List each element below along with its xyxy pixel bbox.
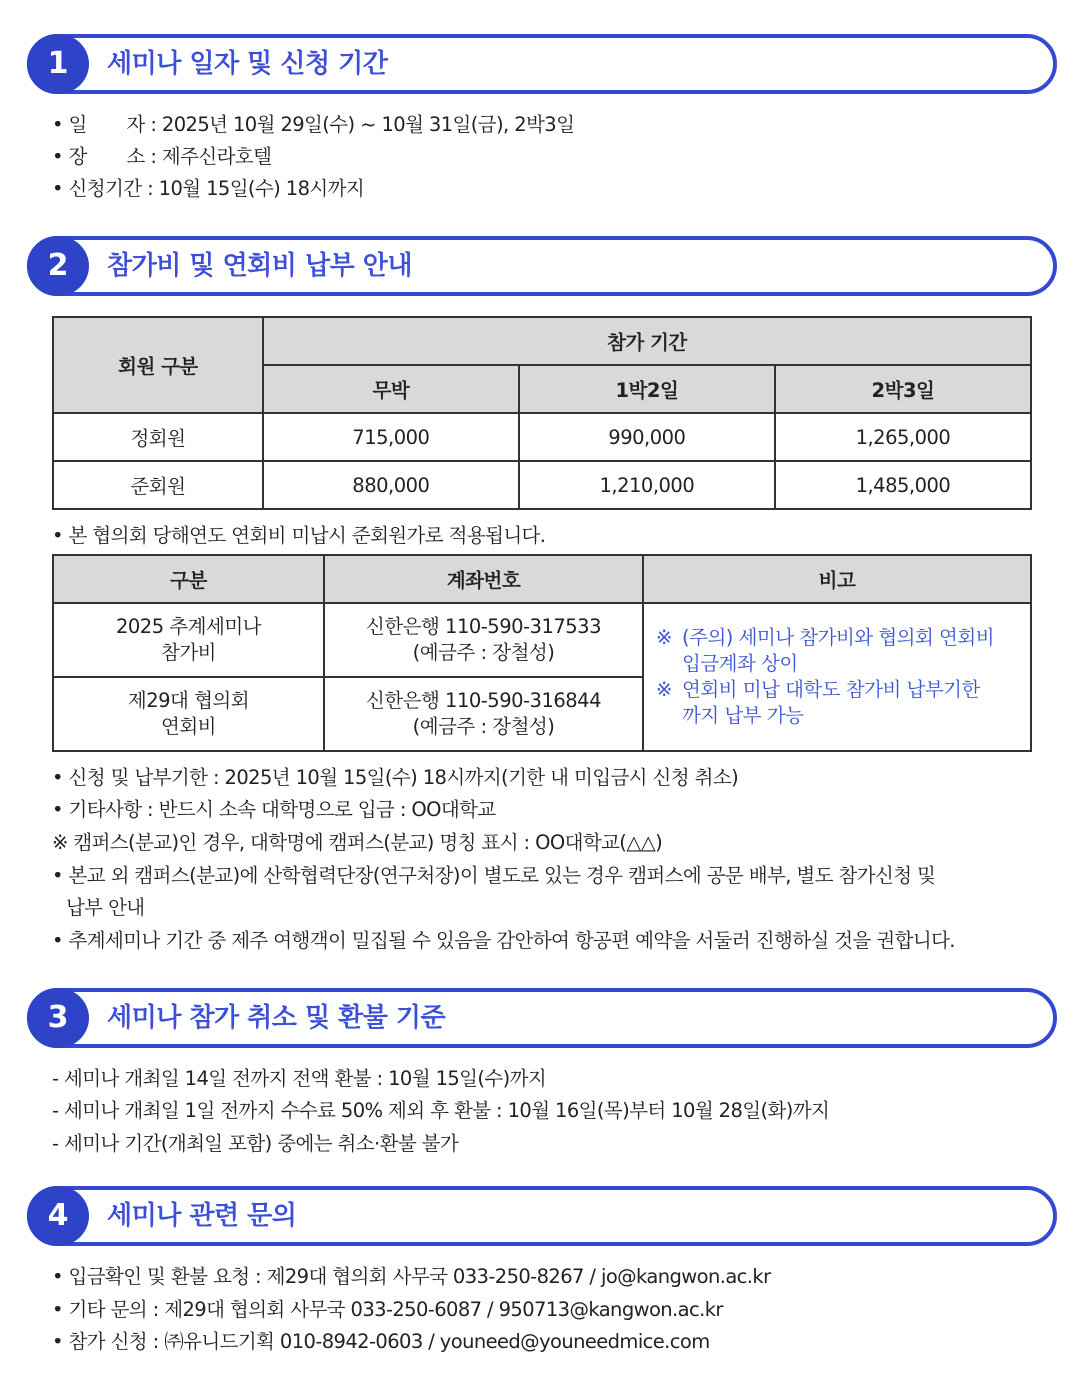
account-holder: (예금주 : 장철성) bbox=[412, 715, 555, 738]
table-row bbox=[53, 603, 1031, 677]
fee-subcol: 1박2일 bbox=[519, 365, 775, 413]
member-type: 정회원 bbox=[53, 413, 263, 461]
fee-value: 880,000 bbox=[263, 461, 519, 509]
fee-value: 990,000 bbox=[519, 413, 775, 461]
account-category: 제29대 협의회 bbox=[127, 689, 250, 712]
section-2-title: 참가비 및 연회비 납부 안내 bbox=[107, 251, 412, 281]
account-category: 2025 추계세미나 bbox=[115, 615, 261, 638]
fee-table bbox=[52, 316, 1032, 510]
section-1-title: 세미나 일자 및 신청 기간 bbox=[107, 49, 388, 79]
schedule-date-line: • 일 자 : 2025년 10월 29일(수) ~ 10월 31일(금), 2박3일 bbox=[52, 113, 575, 136]
account-number: 신한은행 110-590-316844 bbox=[366, 689, 601, 712]
payment-note: ※ 캠퍼스(분교)인 경우, 대학명에 캠퍼스(분교) 명칭 표시 : OO대학교(△△) bbox=[52, 831, 663, 854]
contact-line: • 입금확인 및 환불 요청 : 제29대 협의회 사무국 033-250-8267 / jo@kangwon.ac.kr bbox=[52, 1265, 771, 1288]
section-3-title: 세미나 참가 취소 및 환불 기준 bbox=[107, 1003, 446, 1033]
section-1-number: 1 bbox=[27, 34, 89, 94]
section-4-title: 세미나 관련 문의 bbox=[107, 1201, 297, 1231]
account-col-remarks: 비고 bbox=[643, 555, 1031, 603]
section-3-number: 3 bbox=[27, 988, 89, 1048]
payment-note: • 본교 외 캠퍼스(분교)에 산학협력단장(연구처장)이 별도로 있는 경우 캠퍼스에 공문 배부, 별도 참가신청 및 bbox=[52, 864, 936, 887]
member-type: 준회원 bbox=[53, 461, 263, 509]
account-number: 신한은행 110-590-317533 bbox=[366, 615, 601, 638]
fee-note: • 본 협의회 당해연도 연회비 미납시 준회원가로 적용됩니다. bbox=[52, 524, 546, 547]
payment-note: • 추계세미나 기간 중 제주 여행객이 밀집될 수 있음을 감안하여 항공편 예약을 서둘러 진행하실 것을 권합니다. bbox=[52, 929, 955, 952]
refund-rule: - 세미나 개최일 1일 전까지 수수료 50% 제외 후 환불 : 10월 16일(목)부터 10월 28일(화)까지 bbox=[52, 1099, 830, 1122]
payment-note: • 신청 및 납부기한 : 2025년 10월 15일(수) 18시까지(기한 내 미입금시 신청 취소) bbox=[52, 766, 739, 789]
fee-col-period: 참가 기간 bbox=[263, 317, 1031, 365]
table-row bbox=[53, 461, 1031, 509]
section-1-header bbox=[27, 34, 1057, 94]
section-2-header bbox=[27, 236, 1057, 296]
table-row bbox=[53, 413, 1031, 461]
fee-subcol: 무박 bbox=[263, 365, 519, 413]
payment-note: • 기타사항 : 반드시 소속 대학명으로 입금 : OO대학교 bbox=[52, 798, 496, 821]
account-table bbox=[52, 554, 1032, 752]
fee-value: 1,210,000 bbox=[519, 461, 775, 509]
contact-line: • 기타 문의 : 제29대 협의회 사무국 033-250-6087 / 950713@kangwon.ac.kr bbox=[52, 1298, 723, 1321]
account-col-number: 계좌번호 bbox=[324, 555, 643, 603]
payment-note: 납부 안내 bbox=[66, 896, 145, 919]
schedule-apply-line: • 신청기간 : 10월 15일(수) 18시까지 bbox=[52, 177, 365, 200]
account-holder: (예금주 : 장철성) bbox=[412, 641, 555, 664]
account-category: 참가비 bbox=[160, 641, 216, 664]
fee-value: 715,000 bbox=[263, 413, 519, 461]
section-3-header bbox=[27, 988, 1057, 1048]
refund-rule: - 세미나 개최일 14일 전까지 전액 환불 : 10월 15일(수)까지 bbox=[52, 1067, 547, 1090]
refund-rule: - 세미나 기간(개최일 포함) 중에는 취소·환불 불가 bbox=[52, 1132, 459, 1155]
account-col-category: 구분 bbox=[53, 555, 324, 603]
section-4-number: 4 bbox=[27, 1186, 89, 1246]
account-category: 연회비 bbox=[160, 715, 216, 738]
fee-col-member: 회원 구분 bbox=[53, 317, 263, 413]
section-4-header bbox=[27, 1186, 1057, 1246]
contact-line: • 참가 신청 : ㈜유니드기획 010-8942-0603 / youneed@youneedmice.com bbox=[52, 1330, 710, 1353]
fee-value: 1,265,000 bbox=[775, 413, 1031, 461]
section-2-number: 2 bbox=[27, 236, 89, 296]
account-remarks: ※ (주의) 세미나 참가비와 협의회 연회비 입금계좌 상이 ※ 연회비 미납 대학도 참가비 납부기한 까지 납부 가능 bbox=[643, 603, 1031, 751]
schedule-place-line: • 장 소 : 제주신라호텔 bbox=[52, 145, 272, 168]
fee-subcol: 2박3일 bbox=[775, 365, 1031, 413]
fee-value: 1,485,000 bbox=[775, 461, 1031, 509]
